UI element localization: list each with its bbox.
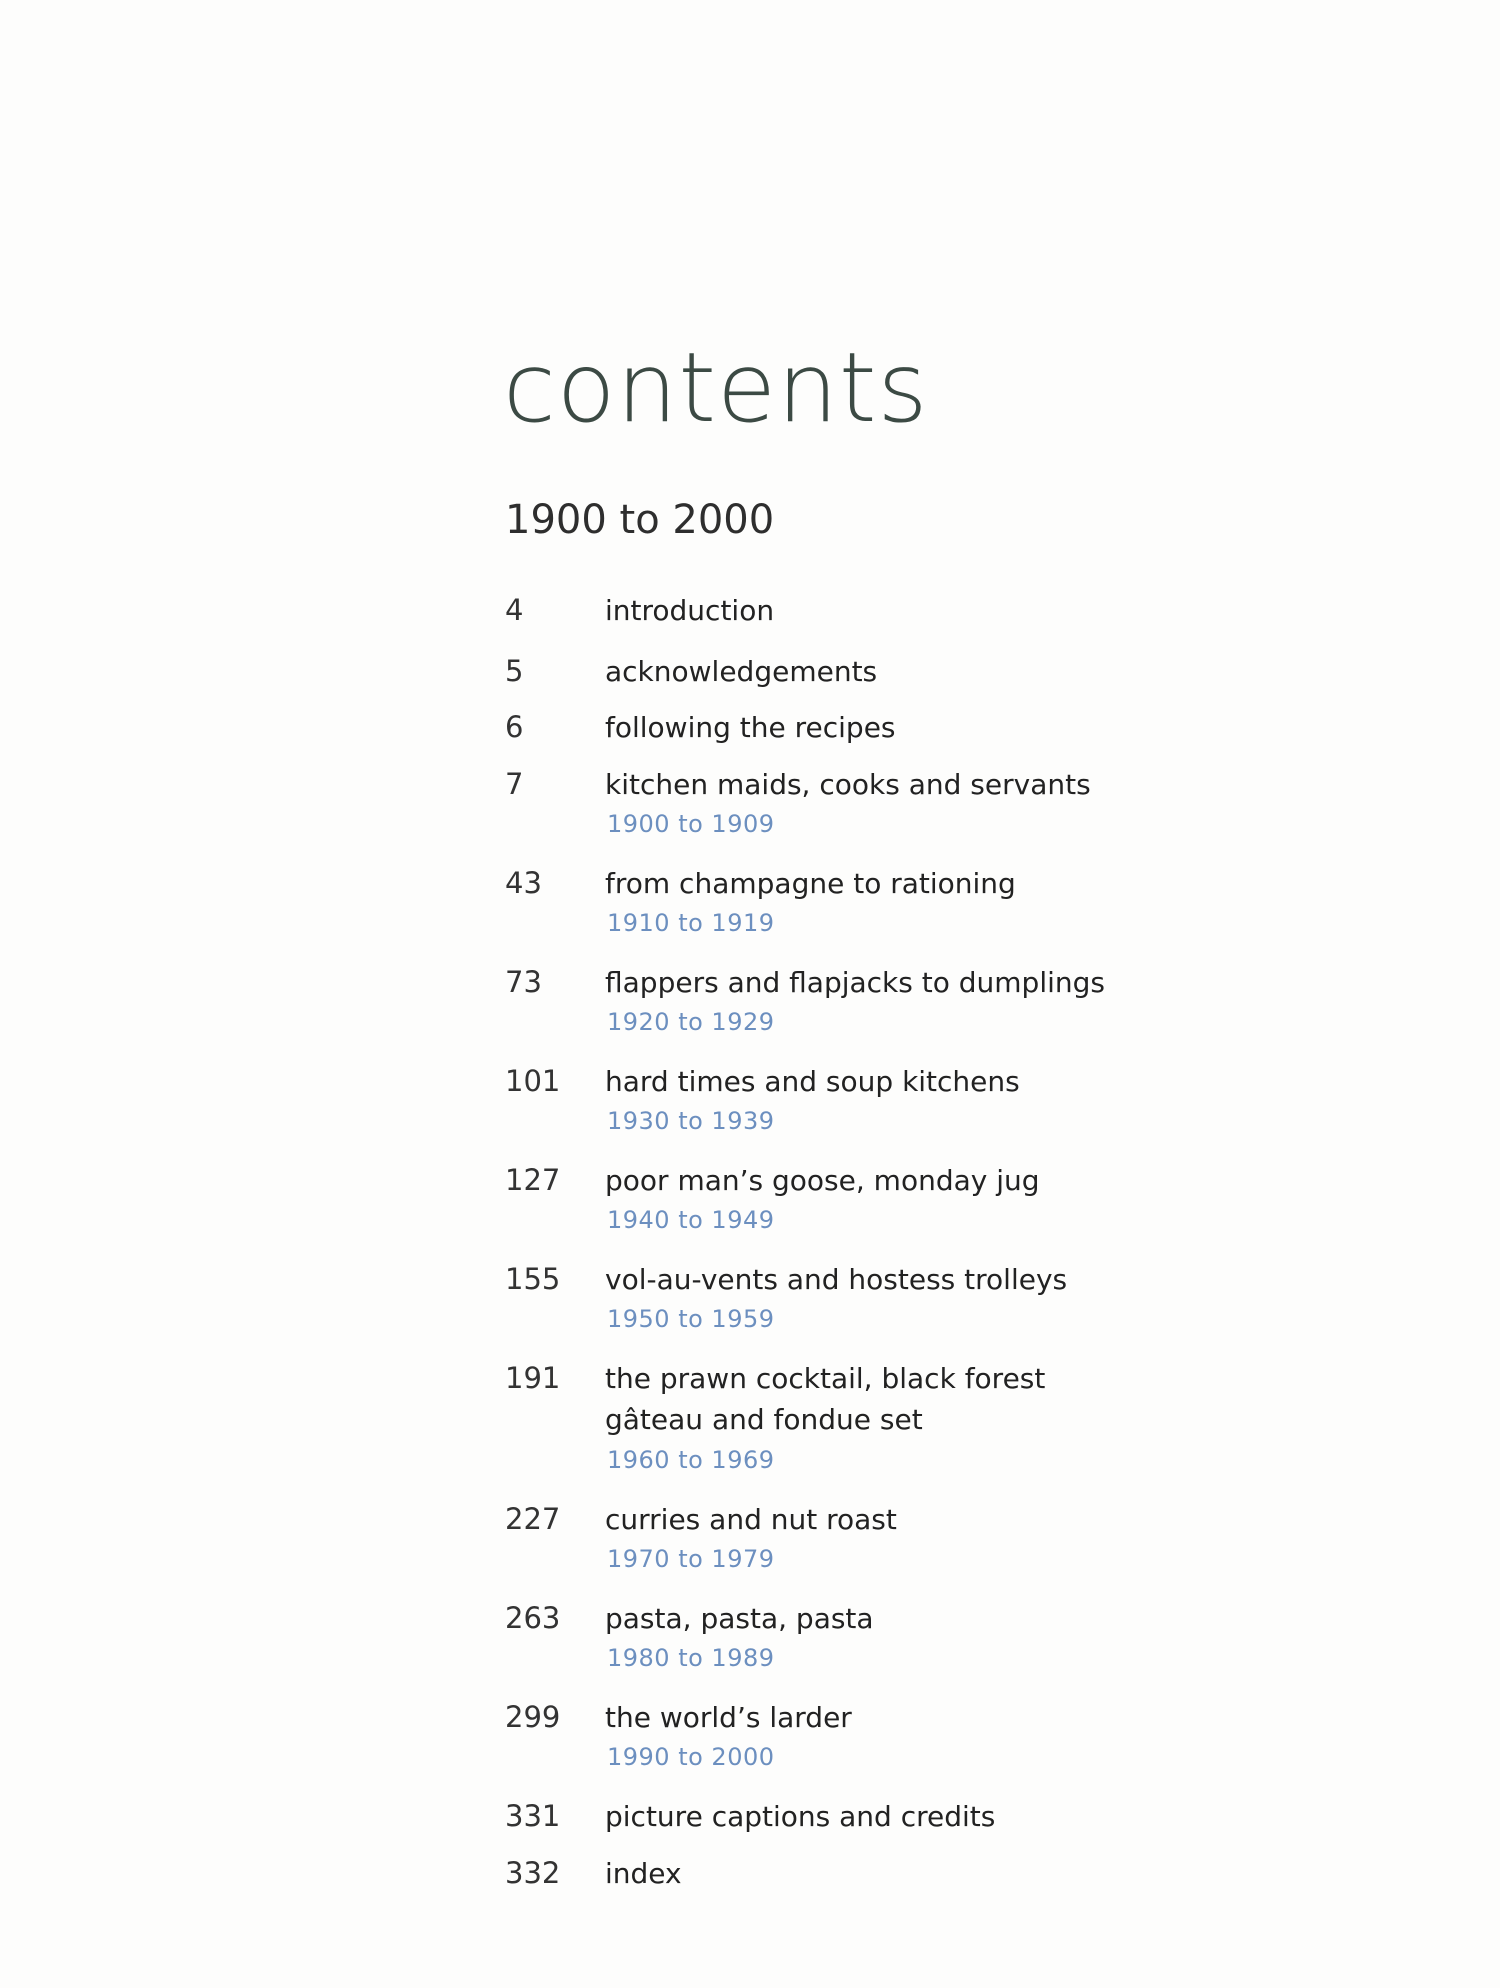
toc-years: 1980 to 1989 — [607, 1644, 775, 1672]
toc-years: 1950 to 1959 — [607, 1305, 775, 1333]
toc-title: acknowledgements — [605, 655, 878, 688]
toc-page-number: 101 — [505, 1064, 561, 1098]
toc-title: flappers and flapjacks to dumplings — [605, 966, 1105, 999]
toc-years: 1930 to 1939 — [607, 1107, 775, 1135]
toc-page-number: 7 — [505, 767, 524, 801]
toc-title: hard times and soup kitchens — [605, 1065, 1020, 1098]
toc-years: 1940 to 1949 — [607, 1206, 775, 1234]
toc-page-number: 43 — [505, 866, 542, 900]
toc-title: pasta, pasta, pasta — [605, 1602, 874, 1635]
toc-title: from champagne to rationing — [605, 867, 1016, 900]
toc-title: the prawn cocktail, black forest gâteau and fondue set — [605, 1362, 1046, 1436]
toc-years: 1970 to 1979 — [607, 1545, 775, 1573]
toc-page-number: 299 — [505, 1700, 561, 1734]
toc-page-number: 227 — [505, 1502, 561, 1536]
toc-page-number: 4 — [505, 593, 524, 627]
toc-page-number: 263 — [505, 1601, 561, 1635]
toc-page-number: 191 — [505, 1361, 561, 1395]
toc-page-number: 5 — [505, 654, 524, 688]
toc-title: introduction — [605, 594, 775, 627]
toc-years: 1920 to 1929 — [607, 1008, 775, 1036]
toc-title: the world’s larder — [605, 1701, 852, 1734]
toc-title: following the recipes — [605, 711, 896, 744]
toc-title: index — [605, 1857, 682, 1890]
toc-page-number: 332 — [505, 1856, 561, 1890]
toc-title: poor man’s goose, monday jug — [605, 1164, 1040, 1197]
toc-title: vol-au-vents and hostess trolleys — [605, 1263, 1068, 1296]
toc-title: curries and nut roast — [605, 1503, 897, 1536]
toc-page-number: 155 — [505, 1262, 561, 1296]
toc-years: 1900 to 1909 — [607, 810, 775, 838]
toc-page-number: 73 — [505, 965, 542, 999]
toc-title: picture captions and credits — [605, 1800, 996, 1833]
toc-page-number: 127 — [505, 1163, 561, 1197]
toc-page-number: 331 — [505, 1799, 561, 1833]
toc-years: 1990 to 2000 — [607, 1743, 775, 1771]
toc-years: 1960 to 1969 — [607, 1446, 775, 1474]
toc-years: 1910 to 1919 — [607, 909, 775, 937]
page-title: contents — [503, 332, 929, 444]
toc-title: kitchen maids, cooks and servants — [605, 768, 1091, 801]
toc-page-number: 6 — [505, 710, 524, 744]
page-subtitle: 1900 to 2000 — [505, 497, 775, 543]
